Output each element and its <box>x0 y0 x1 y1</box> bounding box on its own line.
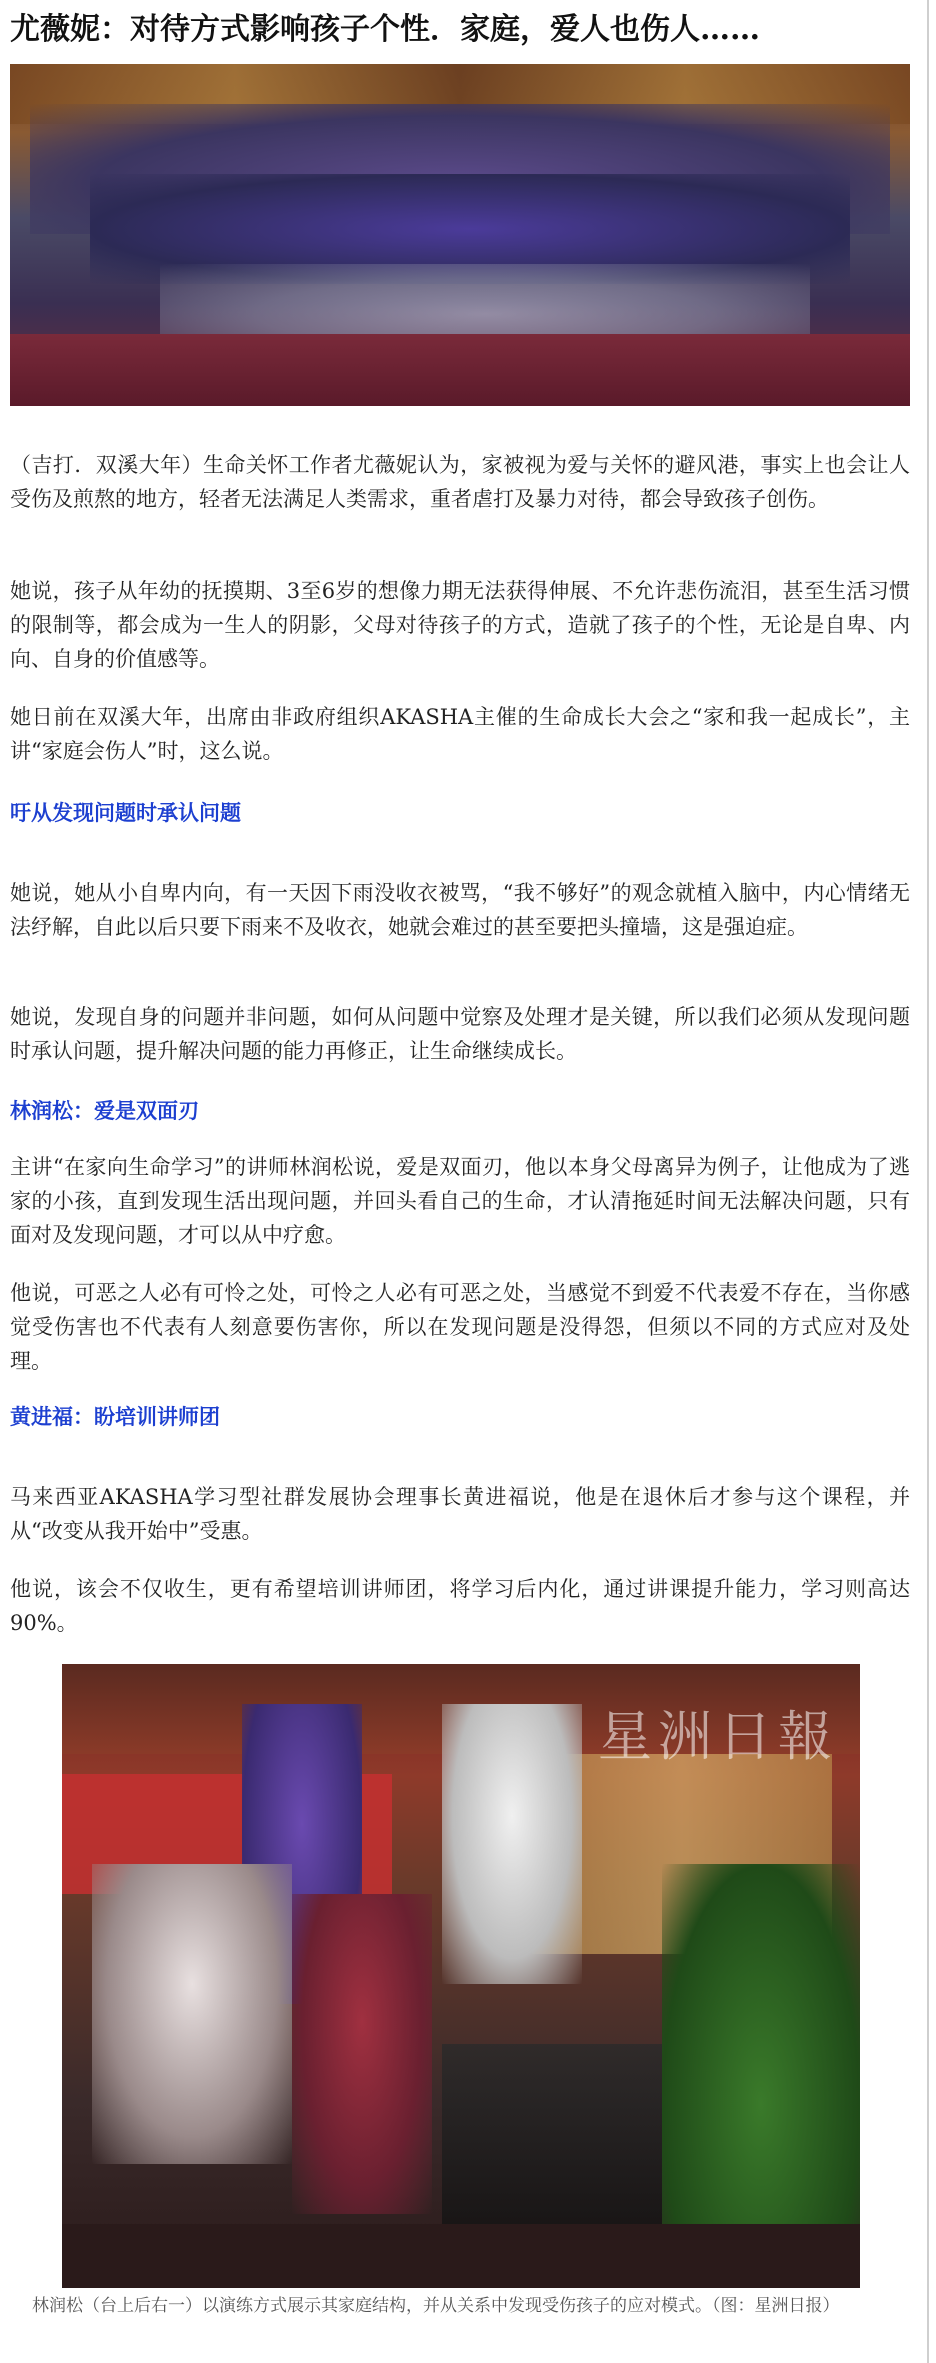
article-title: 尤薇妮：对待方式影响孩子个性．家庭，爱人也伤人…… <box>10 12 760 47</box>
paragraph: 她说，发现自身的问题并非问题，如何从问题中觉察及处理才是关键，所以我们必须从发现问题时承认问题，提升解决问题的能力再修正，让生命继续成长。 <box>10 1005 910 1063</box>
paragraph: 她日前在双溪大年，出席由非政府组织AKASHA主催的生命成长大会之“家和我一起成长”，主讲“家庭会伤人”时，这么说。 <box>10 705 910 763</box>
subheading: 吁从发现问题时承认问题 <box>10 800 241 825</box>
page-border <box>927 0 929 2363</box>
paragraph: 主讲“在家向生命学习”的讲师林润松说，爱是双面刃，他以本身父母离异为例子，让他成为了逃家的小孩，直到发现生活出现问题，并回头看自己的生命，才认清拖延时间无法解决问题，只有面对及发现问题，才可以从中疗愈。 <box>10 1155 910 1247</box>
subheading: 林润松：爱是双面刃 <box>10 1098 199 1123</box>
photo-caption: 林润松（台上后右一）以演练方式展示其家庭结构，并从关系中发现受伤孩子的应对模式。（图：星洲日报） <box>32 2296 840 2316</box>
subheading: 黄进福：盼培训讲师团 <box>10 1404 220 1429</box>
paragraph: 他说，可恶之人必有可怜之处，可怜之人必有可恶之处，当感觉不到爱不代表爱不存在，当你感觉受伤害也不代表有人刻意要伤害你，所以在发现问题是没得怨，但须以不同的方式应对及处理。 <box>10 1281 910 1373</box>
paragraph: 马来西亚AKASHA学习型社群发展协会理事长黄进福说，他是在退休后才参与这个课程，并从“改变从我开始中”受惠。 <box>10 1485 910 1543</box>
paragraph: 她说，她从小自卑内向，有一天因下雨没收衣被骂，“我不够好”的观念就植入脑中，内心情绪无法纾解，自此以后只要下雨来不及收衣，她就会难过的甚至要把头撞墙，这是强迫症。 <box>10 881 910 939</box>
paragraph: （吉打．双溪大年）生命关怀工作者尤薇妮认为，家被视为爱与关怀的避风港，事实上也会让人受伤及煎熬的地方，轻者无法满足人类需求，重者虐打及暴力对待，都会导致孩子创伤。 <box>10 453 910 511</box>
newspaper-watermark: 星洲日報 <box>598 1705 838 1768</box>
group-photo <box>10 64 910 406</box>
paragraph: 他说，该会不仅收生，更有希望培训讲师团，将学习后内化，通过讲课提升能力，学习则高达90%。 <box>10 1577 910 1635</box>
workshop-photo <box>62 1664 860 2288</box>
paragraph: 她说，孩子从年幼的抚摸期、3至6岁的想像力期无法获得伸展、不允许悲伤流泪，甚至生活习惯的限制等，都会成为一生人的阴影，父母对待孩子的方式，造就了孩子的个性，无论是自卑、内向、自身的价值感等。 <box>10 579 910 671</box>
